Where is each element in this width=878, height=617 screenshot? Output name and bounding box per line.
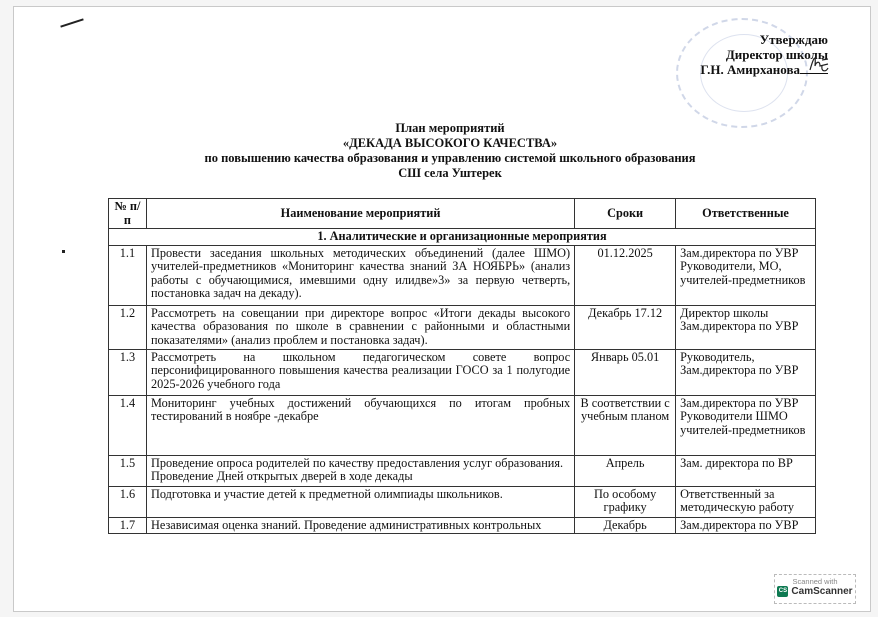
table-row <box>109 517 816 534</box>
header-date: Сроки <box>575 199 676 229</box>
row-date: 01.12.2025 <box>575 245 676 305</box>
row-number: 1.1 <box>109 245 147 305</box>
row-name: Мониторинг учебных достижений обучающихся по итогам пробных тестирований в ноябре -декабре <box>146 395 574 455</box>
header-responsible: Ответственные <box>676 199 816 229</box>
title-line-3: по повышению качества образования и управлению системой школьного образования <box>204 151 696 165</box>
row-date: Апрель <box>575 455 676 486</box>
row-date: Январь 05.01 <box>575 349 676 395</box>
row-number: 1.6 <box>109 486 147 517</box>
table-row <box>109 349 816 395</box>
row-responsible: Руководитель, Зам.директора по УВР <box>676 349 816 395</box>
table-header-row <box>109 199 816 229</box>
approval-line-2: Директор школы <box>725 47 828 62</box>
margin-mark <box>62 250 65 253</box>
watermark-caption: Scanned with <box>792 577 838 586</box>
signature-icon <box>808 52 830 74</box>
row-responsible: Ответственный за методическую работу <box>676 486 816 517</box>
plan-table <box>108 198 816 534</box>
row-number: 1.5 <box>109 455 147 486</box>
row-name: Независимая оценка знаний. Проведение административных контрольных <box>146 517 574 534</box>
row-date: Декабрь <box>575 517 676 534</box>
row-number: 1.7 <box>109 517 147 534</box>
row-number: 1.4 <box>109 395 147 455</box>
table-row <box>109 486 816 517</box>
title-line-4: СШ села Уштерек <box>398 166 502 180</box>
table-row <box>109 455 816 486</box>
row-responsible: Зам.директора по УВР Руководители ШМО учителей-предметников <box>676 395 816 455</box>
row-name: Подготовка и участие детей к предметной олимпиады школьников. <box>146 486 574 517</box>
header-name: Наименование мероприятий <box>146 199 574 229</box>
row-name: Рассмотреть на совещании при директоре вопрос «Итоги декады высокого качества образования по школе в сравнении с районными и областными показателями» (анализ проблем и постановка задач). <box>146 305 574 349</box>
row-responsible: Зам.директора по УВР Руководители, МО, учителей-предметников <box>676 245 816 305</box>
document-title <box>100 121 800 181</box>
row-responsible: Зам. директора по ВР <box>676 455 816 486</box>
table-row <box>109 245 816 305</box>
row-responsible: Директор школы Зам.директора по УВР <box>676 305 816 349</box>
section-title: 1. Аналитические и организационные мероприятия <box>109 229 816 246</box>
camscanner-watermark <box>774 574 856 604</box>
row-responsible: Зам.директора по УВР <box>676 517 816 534</box>
row-date: По особому графику <box>575 486 676 517</box>
approval-line-1: Утверждаю <box>759 32 828 47</box>
row-date: В соответствии с учебным планом <box>575 395 676 455</box>
header-number: № п/п <box>109 199 147 229</box>
row-name: Провести заседания школьных методических объединений (далее ШМО) учителей-предметников «Мониторинг качества знаний ЗА НОЯБРЬ» (анализ работы с обучающимися, имевшими одну илидве»3» за первую четверть, постановка задач на декаду). <box>146 245 574 305</box>
title-line-2: «ДЕКАДА ВЫСОКОГО КАЧЕСТВА» <box>342 136 558 150</box>
table-row <box>109 305 816 349</box>
row-name: Рассмотреть на школьном педагогическом совете вопрос персонифицированного повышения качества реализации ГОСО за 1 полугодие 2025-2026 учебного года <box>146 349 574 395</box>
row-number: 1.2 <box>109 305 147 349</box>
row-date: Декабрь 17.12 <box>575 305 676 349</box>
watermark-brand: CamScanner <box>791 586 853 597</box>
table-row <box>109 395 816 455</box>
section-row <box>109 229 816 246</box>
title-line-1: План мероприятий <box>395 121 505 135</box>
camscanner-logo-icon: CS <box>777 586 788 597</box>
approver-name: Г.Н. Амирханова <box>700 62 800 77</box>
row-number: 1.3 <box>109 349 147 395</box>
row-name: Проведение опроса родителей по качеству предоставления услуг образования. Проведение Дней открытых дверей в ходе декады <box>146 455 574 486</box>
